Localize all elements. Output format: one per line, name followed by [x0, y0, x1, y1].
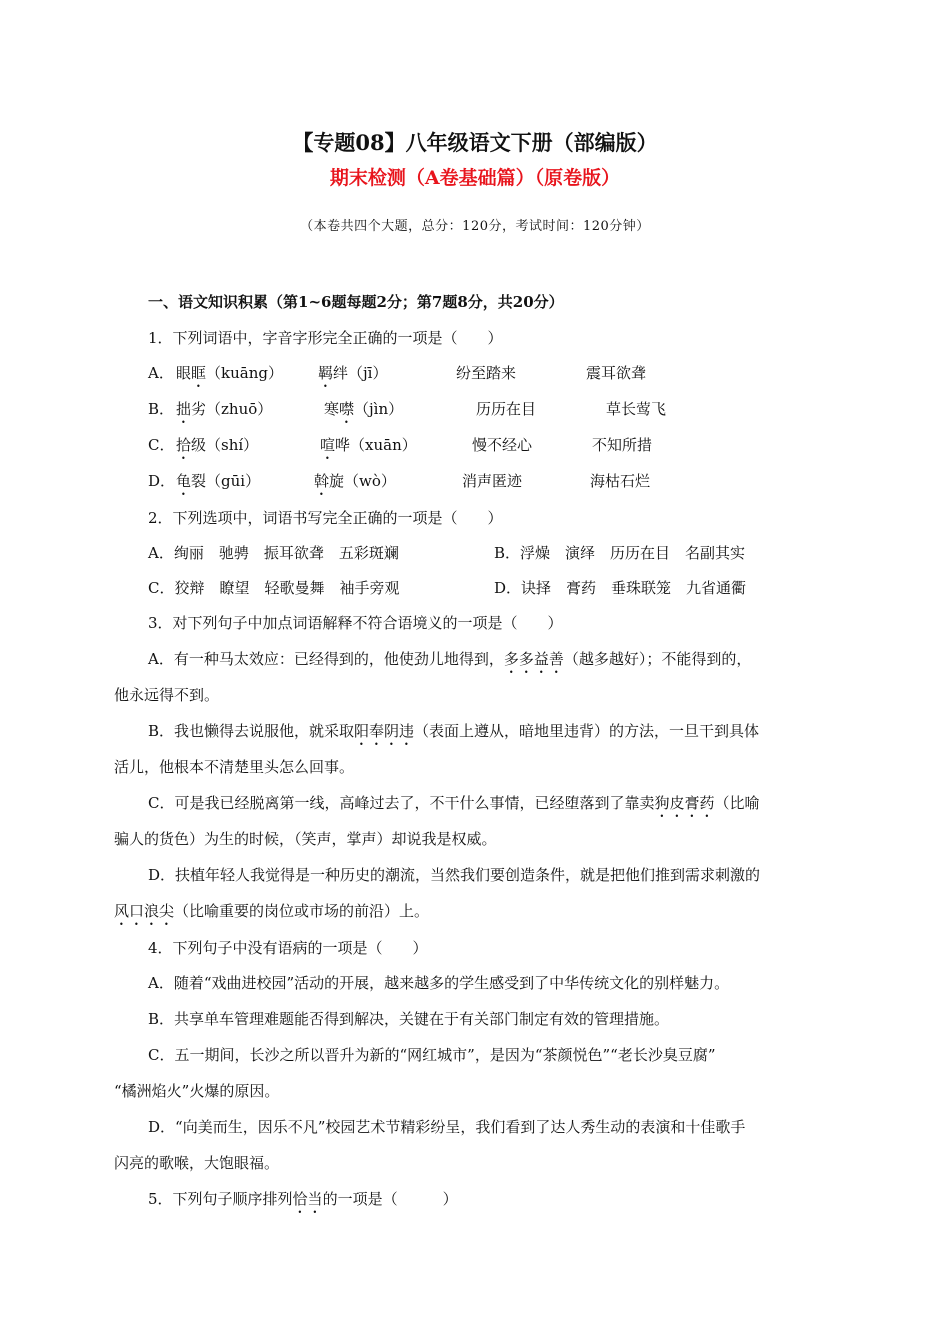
q1a-word1: 眼眶（kuāng） — [176, 364, 283, 382]
q1c-word3: 慢不经心 — [472, 436, 533, 454]
q1-option-c — [148, 434, 848, 456]
q1b-word2: 寒噤（jìn） — [324, 400, 404, 418]
q2-stem: 2．下列选项中，词语书写完全正确的一项是（ ） — [148, 509, 503, 527]
option-label: A． — [148, 364, 174, 382]
q1d-word1: 龟裂（gūi） — [176, 472, 261, 490]
q1b-word1: 拙劣（zhuō） — [176, 400, 273, 418]
q3-option-a: A．有一种马太效应：已经得到的，他使劲儿地得到，多多益善（越多越好）；不能得到的， — [148, 650, 752, 668]
q1d-word4: 海枯石烂 — [590, 472, 651, 490]
page-subtitle: 期末检测（A卷基础篇）（原卷版） — [329, 167, 621, 189]
q1-option-a — [148, 362, 848, 384]
section-heading: 一、语文知识积累（第1~6题每题2分；第7题8分，共20分） — [148, 293, 564, 311]
q1a-word2: 羁绊（jī） — [318, 364, 388, 382]
q2-option-b: B．浮燥 演绎 历历在目 名副其实 — [494, 544, 746, 562]
q3-option-d: D．扶植年轻人我觉得是一种历史的潮流，当然我们要创造条件，就是把他们推到需求刺激的 — [148, 866, 761, 884]
exam-note: （本卷共四个大题，总分：120分，考试时间：120分钟） — [300, 219, 650, 234]
q2-option-d: D．诀择 膏药 垂珠联笼 九省通衢 — [494, 579, 747, 597]
q4-option-b: B．共享单车管理难题能否得到解决，关键在于有关部门制定有效的管理措施。 — [148, 1010, 670, 1028]
q1c-word1: 拾级（shí） — [176, 436, 259, 454]
q1b-word3: 历历在目 — [476, 400, 537, 418]
q3-option-a-cont: 他永远得不到。 — [114, 686, 220, 704]
q5-stem: 5．下列句子顺序排列恰当的一项是（ ） — [148, 1190, 458, 1208]
option-label: D． — [148, 472, 176, 490]
q2-option-a: A．绚丽 驰骋 振耳欲聋 五彩斑斓 — [148, 544, 399, 562]
q1d-word3: 消声匿迹 — [462, 472, 523, 490]
q1c-word4: 不知所措 — [592, 436, 653, 454]
q3-stem: 3．对下列句子中加点词语解释不符合语境义的一项是（ ） — [148, 614, 563, 632]
q1a-word4: 震耳欲聋 — [586, 364, 647, 382]
q3-option-b: B．我也懒得去说服他，就采取阳奉阴违（表面上遵从，暗地里违背）的方法，一旦干到具体 — [148, 722, 760, 740]
q3-option-c: C．可是我已经脱离第一线，高峰过去了，不干什么事情，已经堕落到了靠卖狗皮膏药（比喻 — [148, 794, 760, 812]
q1a-word3: 纷至踏来 — [456, 364, 517, 382]
q4-option-c: C．五一期间，长沙之所以晋升为新的“网红城市”，是因为“茶颜悦色”“老长沙臭豆腐” — [148, 1046, 716, 1064]
q2-option-c: C．狡辩 瞭望 轻歌曼舞 袖手旁观 — [148, 579, 400, 597]
q1-option-b — [148, 398, 848, 420]
q4-option-d-cont: 闪亮的歌喉，大饱眼福。 — [114, 1154, 280, 1172]
q3-option-d-cont: 风口浪尖（比喻重要的岗位或市场的前沿）上。 — [114, 902, 430, 920]
q1-option-d — [148, 470, 848, 492]
q4-option-a: A．随着“戏曲进校园”活动的开展，越来越多的学生感受到了中华传统文化的别样魅力。 — [148, 974, 730, 992]
q4-option-c-cont: “橘洲焰火”火爆的原因。 — [114, 1082, 280, 1100]
option-label: B． — [148, 400, 175, 418]
q1d-word2: 斡旋（wò） — [314, 472, 396, 490]
q3-option-b-cont: 活儿，他根本不清楚里头怎么回事。 — [114, 758, 355, 776]
q1c-word2: 喧哗（xuān） — [320, 436, 417, 454]
q4-option-d: D．“向美而生，因乐不凡”校园艺术节精彩纷呈，我们看到了达人秀生动的表演和十佳歌手 — [148, 1118, 746, 1136]
page-title: 【专题08】八年级语文下册（部编版） — [292, 130, 658, 155]
q1-stem: 1．下列词语中，字音字形完全正确的一项是（ ） — [148, 329, 503, 347]
q3-option-c-cont: 骗人的货色）为生的时候，（笑声，掌声）却说我是权威。 — [114, 830, 497, 848]
q1b-word4: 草长莺飞 — [606, 400, 667, 418]
option-label: C． — [148, 436, 175, 454]
q4-stem: 4．下列句子中没有语病的一项是（ ） — [148, 939, 428, 957]
